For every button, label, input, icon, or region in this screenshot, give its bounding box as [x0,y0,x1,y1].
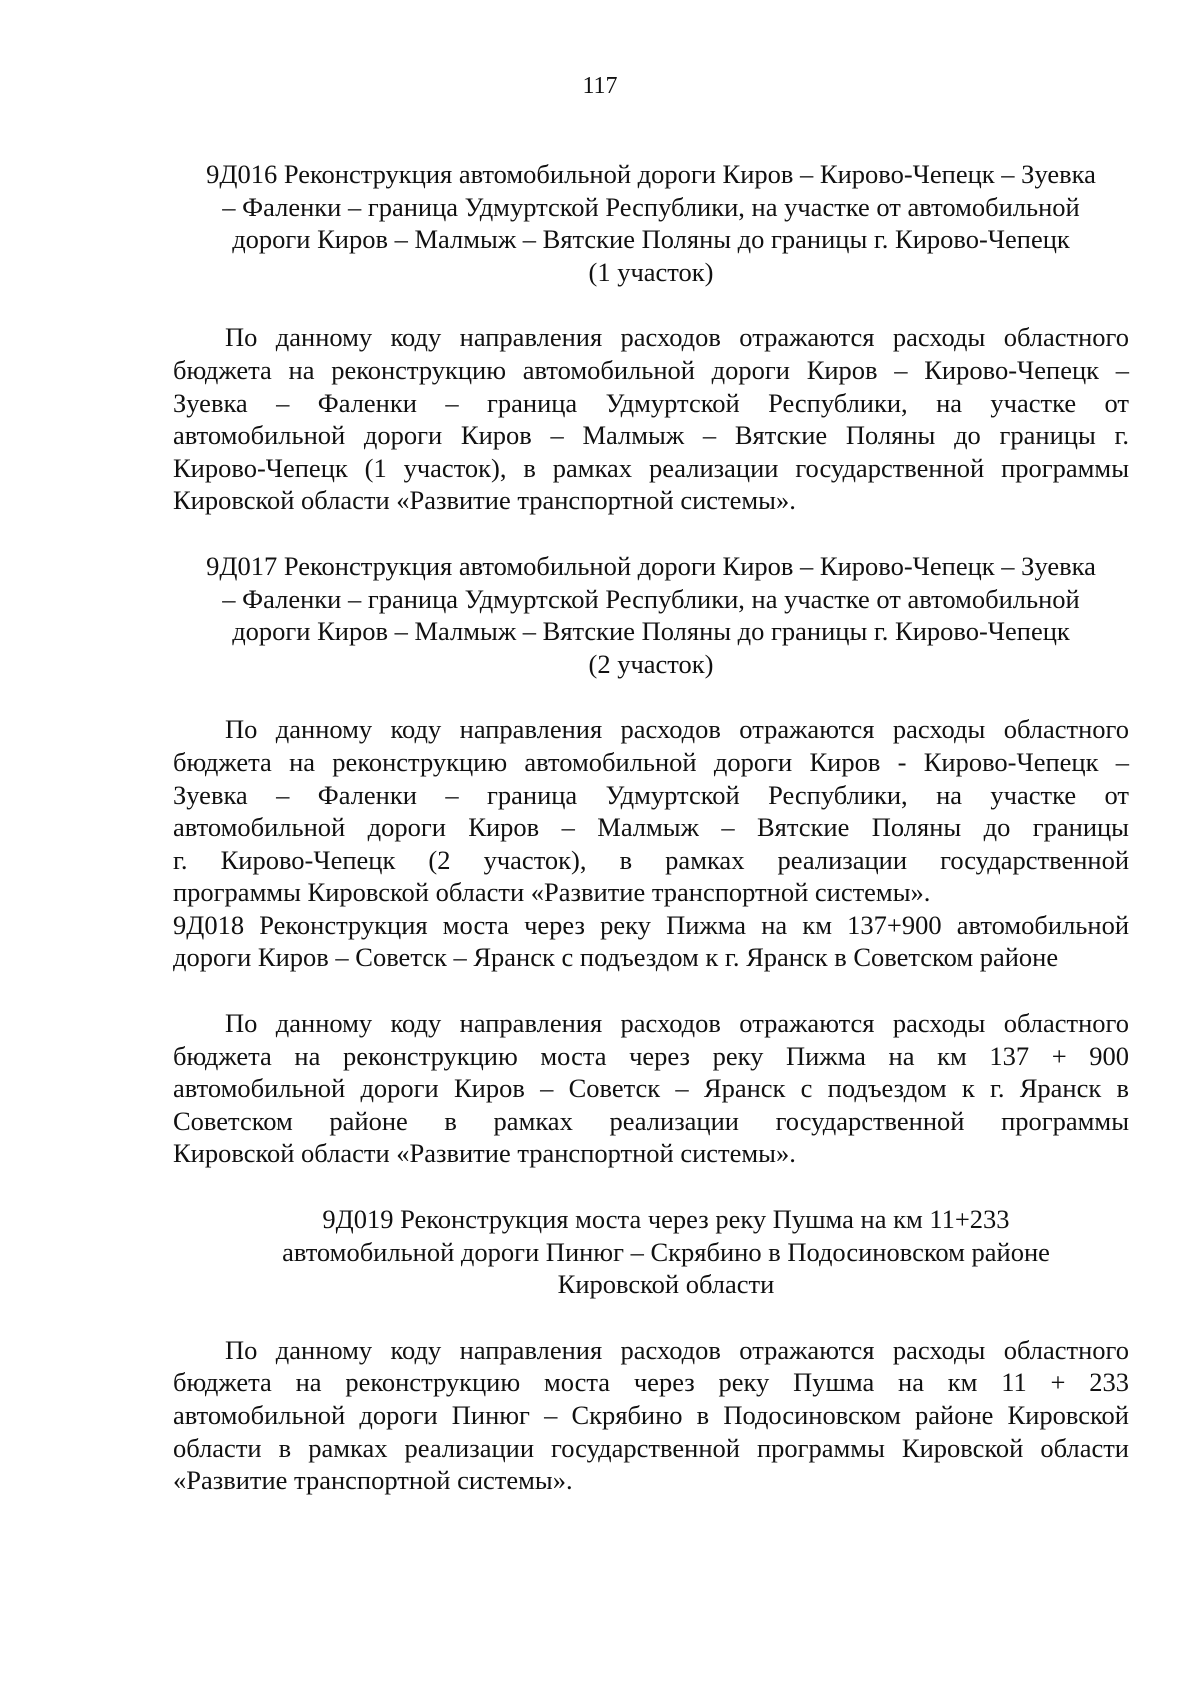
heading-line: (2 участок) [588,648,714,679]
body-line: По данному коду направления расходов отражаются расходы областного [225,714,1129,745]
section-body-9d019 [173,1334,1129,1497]
body-line: области в рамках реализации государственной программы Кировской области [173,1432,1129,1463]
heading-line: 9Д018 Реконструкция моста через реку Пижма на км 137+900 автомобильной [173,909,1129,940]
body-line: автомобильной дороги Киров – Малмыж – Вятские Поляны до границы г. [173,420,1129,451]
body-line: Кировской области «Развитие транспортной системы». [173,485,796,516]
body-line: Зуевка – Фаленки – граница Удмуртской Республики, на участке от [173,779,1129,810]
body-line: бюджета на реконструкцию автомобильной дороги Киров – Кирово-Чепецк – [173,354,1129,385]
body-line: автомобильной дороги Пинюг – Скрябино в Подосиновском районе Кировской [173,1400,1129,1430]
body-line: По данному коду направления расходов отражаются расходы областного [225,1334,1129,1365]
body-line: автомобильной дороги Киров – Малмыж – Вятские Поляны до границы [173,812,1129,843]
heading-line: дороги Киров – Малмыж – Вятские Поляны до границы г. Кирово-Чепецк [232,224,1070,255]
heading-line: – Фаленки – граница Удмуртской Республики, на участке от автомобильной [222,583,1080,614]
heading-line: 9Д019 Реконструкция моста через реку Пушма на км 11+233 [322,1204,1010,1235]
body-line: бюджета на реконструкцию моста через реку Пижма на км 137 + 900 [173,1040,1129,1071]
section-heading-9d019 [173,1203,1129,1301]
heading-line: (1 участок) [588,256,714,287]
section-body-9d018 [173,1007,1129,1170]
heading-line: 9Д017 Реконструкция автомобильной дороги Киров – Кирово-Чепецк – Зуевка [206,550,1096,581]
document-content [173,158,1129,1497]
section-heading-9d016 [173,158,1129,288]
heading-line: 9Д016 Реконструкция автомобильной дороги Киров – Кирово-Чепецк – Зуевка [206,159,1096,189]
heading-line: Кировской области [557,1269,775,1300]
body-line: По данному коду направления расходов отражаются расходы областного [225,322,1129,353]
body-line: г. Кирово-Чепецк (2 участок), в рамках реализации государственной [173,844,1129,875]
body-line: автомобильной дороги Киров – Советск – Яранск с подъездом к г. Яранск в [173,1073,1129,1104]
section-body-9d016 [173,321,1129,517]
body-line: Зуевка – Фаленки – граница Удмуртской Республики, на участке от [173,387,1129,418]
heading-line: – Фаленки – граница Удмуртской Республики, на участке от автомобильной [222,191,1080,222]
body-line: бюджета на реконструкцию моста через реку Пушма на км 11 + 233 [173,1367,1129,1398]
section-body-9d017 [173,713,1129,909]
heading-line: дороги Киров – Советск – Яранск с подъездом к г. Яранск в Советском районе [173,942,1059,973]
section-heading-9d018 [173,909,1129,974]
body-line: По данному коду направления расходов отражаются расходы областного [225,1008,1129,1039]
body-line: Кировской области «Развитие транспортной системы». [173,1138,796,1169]
heading-line: дороги Киров – Малмыж – Вятские Поляны до границы г. Кирово-Чепецк [232,616,1070,647]
body-line: программы Кировской области «Развитие транспортной системы». [173,877,931,908]
page-number: 117 [582,73,618,99]
body-line: Советском районе в рамках реализации государственной программы [173,1105,1129,1136]
body-line: Кирово-Чепецк (1 участок), в рамках реализации государственной программы [173,452,1129,483]
section-heading-9d017 [173,550,1129,680]
heading-line: автомобильной дороги Пинюг – Скрябино в Подосиновском районе [282,1236,1050,1267]
body-line: «Развитие транспортной системы». [173,1465,573,1496]
body-line: бюджета на реконструкцию автомобильной дороги Киров - Кирово-Чепецк – [173,746,1129,777]
